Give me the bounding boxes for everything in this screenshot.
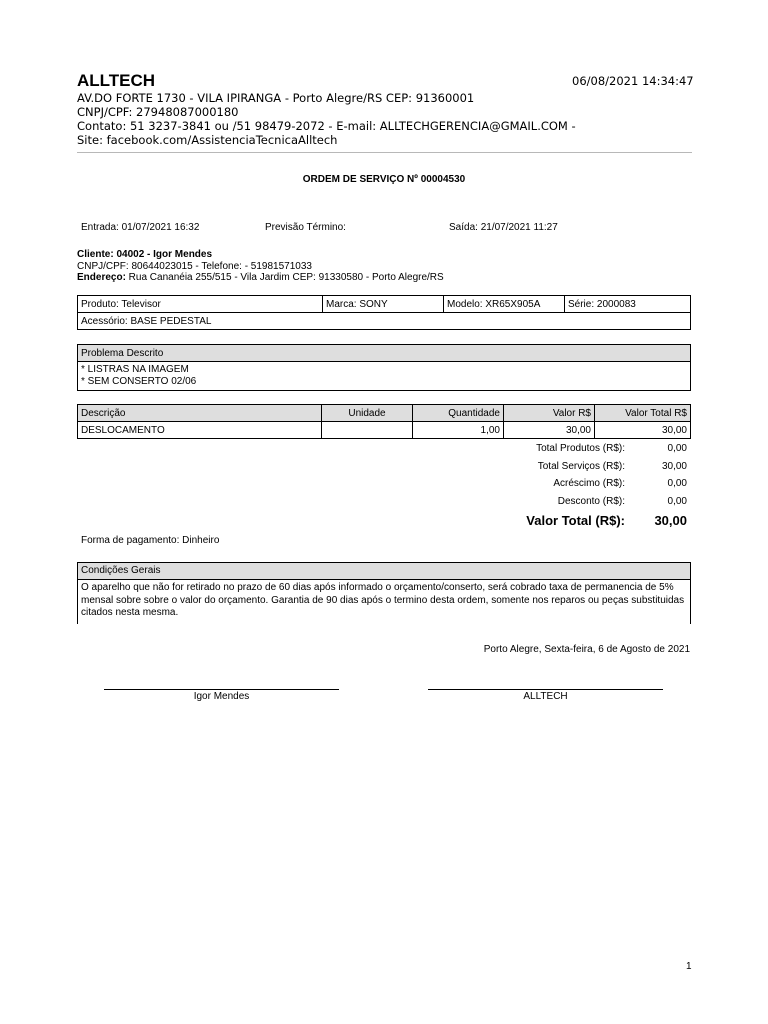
serial-cell: Série: 2000083	[565, 296, 691, 313]
client-block	[77, 249, 444, 284]
company-contact: Contato: 51 3237-3841 ou /51 98479-2072 - E-mail: ALLTECHGERENCIA@GMAIL.COM - Site: facebook.com/AssistenciaTecnicaAlltech	[77, 119, 576, 147]
company-name: ALLTECH	[77, 71, 156, 90]
conditions-text: O aparelho que não for retirado no prazo de 60 dias após informado o orçamento/conserto, será cobrado taxa de permanencia de 5% mensal sobre sobre o valor do orçamento. Garantia de 90 dias após o termino desta ordem, somente nos reparos ou peças substituidas citados nesta mesma.	[77, 580, 691, 624]
client-signature-name: Igor Mendes	[193, 691, 250, 702]
items-table	[77, 404, 691, 439]
accessory-cell: Acessório: BASE PEDESTAL	[78, 313, 691, 330]
client-address-line	[77, 272, 444, 284]
item-price: 30,00	[504, 422, 595, 439]
col-qty: Quantidade	[413, 405, 504, 422]
surcharge-label: Acréscimo (R$):	[553, 478, 625, 489]
brand-cell: Marca: SONY	[323, 296, 444, 313]
total-services-label: Total Serviços (R$):	[537, 461, 625, 472]
total-products-label: Total Produtos (R$):	[536, 443, 625, 454]
client-address-label: Endereço:	[77, 272, 126, 283]
company-address: AV.DO FORTE 1730 - VILA IPIRANGA - Porto Alegre/RS CEP: 91360001	[77, 91, 475, 105]
col-price: Valor R$	[504, 405, 595, 422]
problem-table	[77, 344, 691, 391]
company-signature-line	[428, 689, 663, 690]
item-qty: 1,00	[413, 422, 504, 439]
problem-line: * LISTRAS NA IMAGEM	[81, 364, 189, 375]
header-divider	[77, 152, 692, 153]
client-doc: CNPJ/CPF: 80644023015 - Telefone: - 51981571033	[77, 260, 312, 272]
grand-total-label: Valor Total (R$):	[526, 513, 625, 528]
company-signature-name: ALLTECH	[523, 691, 568, 702]
exit-date: Saída: 21/07/2021 11:27	[449, 222, 558, 233]
client-address: Rua Cananéia 255/515 - Vila Jardim CEP: 91330580 - Porto Alegre/RS	[125, 272, 444, 283]
product-cell: Produto: Televisor	[78, 296, 323, 313]
grand-total-value: 30,00	[654, 513, 687, 528]
discount-value: 0,00	[667, 496, 687, 507]
item-unit	[322, 422, 413, 439]
payment-method: Forma de pagamento: Dinheiro	[81, 535, 220, 546]
company-cnpj: CNPJ/CPF: 27948087000180	[77, 105, 239, 119]
model-cell: Modelo: XR65X905A	[444, 296, 565, 313]
page-number: 1	[686, 961, 692, 972]
total-services-value: 30,00	[661, 461, 687, 472]
discount-label: Desconto (R$):	[557, 496, 625, 507]
print-datetime: 06/08/2021 14:34:47	[572, 74, 694, 88]
col-total: Valor Total R$	[595, 405, 691, 422]
col-unit: Unidade	[322, 405, 413, 422]
items-header-row	[78, 405, 691, 422]
col-description: Descrição	[78, 405, 322, 422]
expected-end: Previsão Término:	[265, 222, 346, 233]
product-table	[77, 295, 691, 330]
total-products-value: 0,00	[667, 443, 687, 454]
problem-text	[78, 362, 691, 391]
problem-line: * SEM CONSERTO 02/06	[81, 376, 197, 387]
table-row	[78, 422, 691, 439]
conditions-block	[77, 562, 691, 624]
entry-date: Entrada: 01/07/2021 16:32	[81, 222, 200, 233]
client-signature-line	[104, 689, 339, 690]
conditions-header: Condições Gerais	[77, 562, 691, 580]
order-title: ORDEM DE SERVIÇO Nº 00004530	[302, 174, 466, 185]
client-name: Cliente: 04002 - Igor Mendes	[77, 249, 213, 260]
surcharge-value: 0,00	[667, 478, 687, 489]
place-date: Porto Alegre, Sexta-feira, 6 de Agosto de 2021	[483, 644, 690, 655]
item-total: 30,00	[595, 422, 691, 439]
problem-header: Problema Descrito	[78, 345, 691, 362]
item-description: DESLOCAMENTO	[78, 422, 322, 439]
